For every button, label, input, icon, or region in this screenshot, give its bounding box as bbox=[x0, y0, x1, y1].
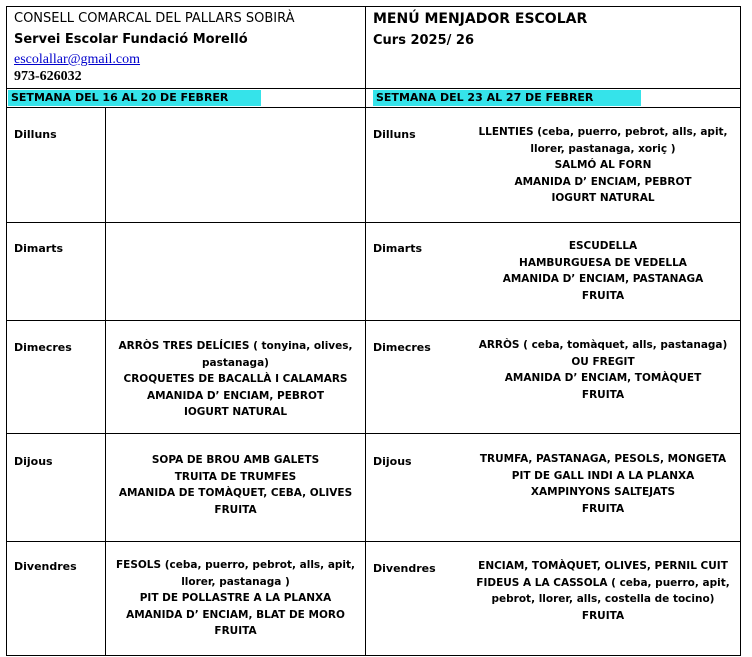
menu-line: PIT DE GALL INDI A LA PLANXA bbox=[511, 469, 695, 482]
week-2-day-tuesday: Dimarts bbox=[373, 242, 423, 255]
course-label: Curs 2025/ 26 bbox=[373, 33, 475, 48]
phone-number: 973-626032 bbox=[14, 69, 82, 84]
menu-line: LLENTIES (ceba, puerro, pebrot, alls, apit, bbox=[478, 126, 728, 138]
week-2-label: SETMANA DEL 23 AL 27 DE FEBRER bbox=[373, 90, 641, 106]
menu-line: SALMÓ AL FORN bbox=[554, 159, 652, 171]
menu-line: PIT DE POLLASTRE A LA PLANXA bbox=[139, 592, 332, 604]
menu-line: TRUITA DE TRUMFES bbox=[174, 470, 297, 483]
menu-line: ARRÒS TRES DELÍCIES ( tonyina, olives, bbox=[118, 340, 353, 352]
week-row-divider bbox=[6, 107, 741, 108]
week-1-day-wednesday: Dimecres bbox=[14, 341, 72, 354]
row-divider-2 bbox=[6, 320, 741, 321]
email-link[interactable]: escolallar@gmail.com bbox=[14, 52, 141, 67]
org-name: CONSELL COMARCAL DEL PALLARS SOBIRÀ bbox=[14, 11, 295, 26]
menu-line: AMANIDA D’ ENCIAM, BLAT DE MORO bbox=[126, 608, 345, 621]
week-1-thursday-menu bbox=[106, 452, 365, 518]
week-2-tuesday-menu bbox=[466, 238, 740, 304]
week-1-day-monday: Dilluns bbox=[14, 128, 57, 141]
menu-line: CROQUETES DE BACALLÀ I CALAMARS bbox=[123, 373, 348, 385]
menu-line: pebrot, llorer, alls, costella de tocino) bbox=[491, 593, 715, 605]
menu-line: OU FREGIT bbox=[571, 355, 635, 368]
week-2-monday-menu bbox=[466, 124, 740, 207]
row-divider-3 bbox=[6, 433, 741, 434]
week-1-label: SETMANA DEL 16 AL 20 DE FEBRER bbox=[8, 90, 261, 106]
menu-line: ESCUDELLA bbox=[568, 240, 638, 252]
menu-line: llorer, pastanaga ) bbox=[181, 575, 290, 588]
menu-line: AMANIDA D’ ENCIAM, TOMÀQUET bbox=[504, 372, 702, 384]
menu-line: ARRÒS ( ceba, tomàquet, alls, pastanaga) bbox=[478, 339, 728, 351]
service-name: Servei Escolar Fundació Morelló bbox=[14, 32, 248, 47]
row-divider-1 bbox=[6, 222, 741, 223]
menu-title: MENÚ MENJADOR ESCOLAR bbox=[373, 11, 588, 27]
menu-line: FIDEUS A LA CASSOLA ( ceba, puerro, apit, bbox=[476, 576, 730, 589]
row-divider-4 bbox=[6, 541, 741, 542]
menu-line: AMANIDA D’ ENCIAM, PEBROT bbox=[146, 389, 325, 402]
menu-line: FRUITA bbox=[214, 625, 257, 637]
week-1-wednesday-menu bbox=[106, 338, 365, 421]
week-2-day-friday: Divendres bbox=[373, 562, 436, 575]
menu-line: pastanaga) bbox=[202, 356, 269, 369]
menu-line: AMANIDA D’ ENCIAM, PEBROT bbox=[514, 175, 692, 188]
week-1-day-tuesday: Dimarts bbox=[14, 242, 64, 255]
menu-line: SOPA DE BROU AMB GALETS bbox=[151, 454, 320, 466]
menu-line: FRUITA bbox=[581, 609, 625, 622]
week-2-day-wednesday: Dimecres bbox=[373, 341, 431, 354]
menu-line: IOGURT NATURAL bbox=[183, 406, 288, 418]
center-divider bbox=[365, 6, 366, 656]
menu-line: FRUITA bbox=[581, 289, 625, 302]
menu-line: AMANIDA DE TOMÀQUET, CEBA, OLIVES bbox=[118, 487, 353, 499]
week-2-wednesday-menu bbox=[466, 337, 740, 403]
menu-line: IOGURT NATURAL bbox=[551, 192, 655, 204]
header-divider bbox=[6, 88, 741, 89]
menu-line: FRUITA bbox=[581, 388, 625, 401]
week-1-friday-menu bbox=[106, 557, 365, 640]
menu-line: HAMBURGUESA DE VEDELLA bbox=[519, 256, 687, 269]
menu-line: FESOLS (ceba, puerro, pebrot, alls, apit, bbox=[115, 559, 356, 571]
menu-line: AMANIDA D’ ENCIAM, PASTANAGA bbox=[502, 273, 704, 285]
menu-line: llorer, pastanaga, xoriç ) bbox=[530, 142, 676, 155]
menu-line: FRUITA bbox=[214, 503, 257, 516]
menu-line: FRUITA bbox=[581, 502, 625, 515]
menu-line: TRUMFA, PASTANAGA, PESOLS, MONGETA bbox=[479, 453, 727, 465]
week-2-day-thursday: Dijous bbox=[373, 455, 412, 468]
week-2-friday-menu bbox=[466, 558, 740, 624]
week-2-day-monday: Dilluns bbox=[373, 128, 416, 141]
menu-line: ENCIAM, TOMÀQUET, OLIVES, PERNIL CUIT bbox=[478, 560, 728, 572]
week-1-day-thursday: Dijous bbox=[14, 455, 53, 468]
menu-line: XAMPINYONS SALTEJATS bbox=[530, 486, 676, 498]
week-2-thursday-menu bbox=[466, 451, 740, 517]
week-1-day-friday: Divendres bbox=[14, 560, 77, 573]
